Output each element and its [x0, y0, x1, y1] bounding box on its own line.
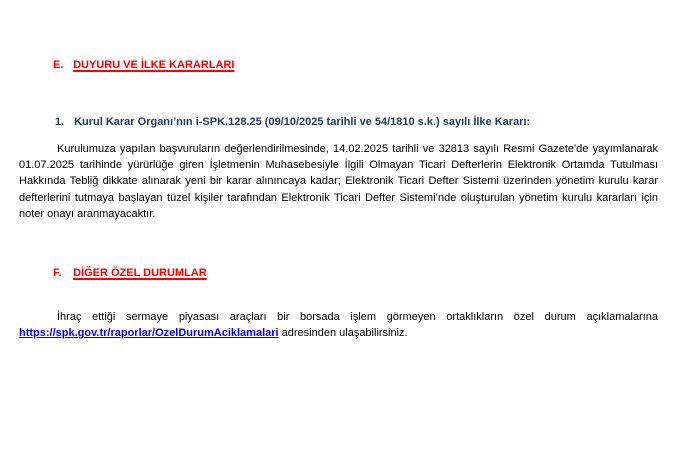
section-f-title: DİĞER ÖZEL DURUMLAR — [73, 267, 207, 279]
body-line: defterlerini tutmaya başlayan tüzel kişiler tarafından Elektronik Ticari Defter Sistemi’nde oluşturulan yönetim kurulu kararları için — [19, 191, 658, 204]
body-line: Hakkında Tebliğ dikkate alınarak yeni bir karar alınıncaya kadar; Elektronik Ticari Defter Sistemi üzerinden yönetim kurulu karar — [19, 175, 658, 188]
item-1-heading — [55, 116, 530, 128]
body-line: 01.07.2025 tarihinde yürürlüğe giren İşletmenin Muhasebesiyle İlgili Olmayan Ticari Defterlerin Elektronik Ortamda Tutulması — [19, 159, 658, 172]
link-suffix-text: adresinden ulaşabilirsiniz. — [278, 327, 408, 340]
body-line: İhraç ettiği sermaye piyasası araçları bir borsada işlem görmeyen ortaklıkların özel durum açıklamalarına — [57, 311, 658, 323]
item-1-number: 1. — [55, 116, 65, 128]
body-line: Kurulumuza yapılan başvuruların değerlendirilmesinde, 14.02.2025 tarihli ve 32813 sayılı Resmi Gazete'de yayımlanarak — [57, 143, 658, 155]
section-e-heading — [53, 59, 234, 71]
item-1-body — [19, 141, 658, 222]
item-1-title: Kurul Karar Organı’nın i-SPK.128.25 (09/10/2025 tarihli ve 54/1810 s.k.) sayılı İlke Kararı: — [74, 116, 531, 128]
ozel-durum-link[interactable]: https://spk.gov.tr/raporlar/OzelDurumAciklamalari — [19, 327, 279, 340]
section-e-letter: E. — [53, 59, 64, 71]
section-f-letter: F. — [53, 267, 62, 279]
body-line: noter onayı aranmayacaktır. — [19, 207, 156, 220]
section-e-title: DUYURU VE İLKE KARARLARI — [73, 59, 235, 71]
section-f-heading — [53, 267, 207, 279]
section-f-body — [19, 309, 658, 341]
body-line — [19, 325, 658, 341]
